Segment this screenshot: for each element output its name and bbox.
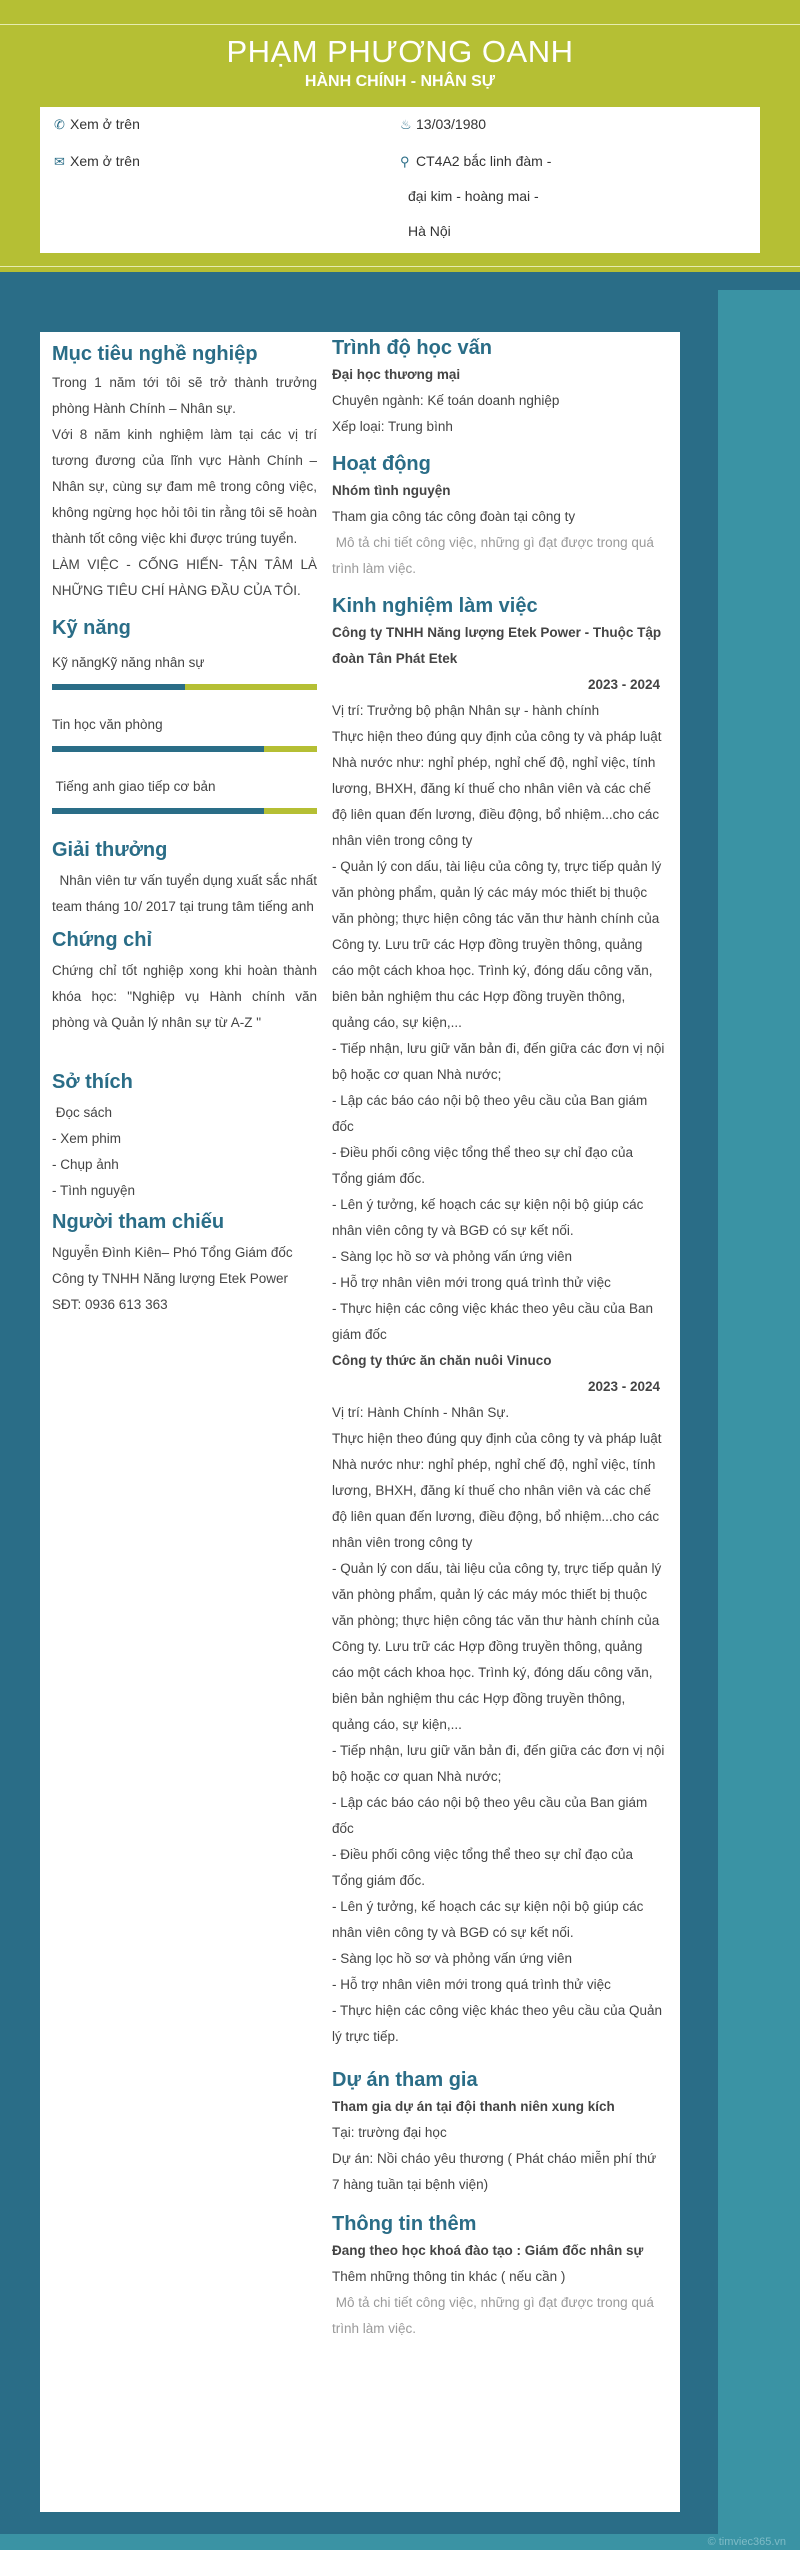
skill-bar bbox=[52, 746, 317, 752]
skill-item bbox=[52, 774, 317, 814]
activities-org: Nhóm tình nguyện bbox=[332, 483, 451, 498]
candidate-name: PHẠM PHƯƠNG OANH bbox=[226, 34, 574, 69]
skills-list bbox=[52, 650, 317, 814]
contact-address bbox=[400, 144, 551, 179]
hobbies-list bbox=[52, 1100, 317, 1204]
job-description: Vị trí: Hành Chính - Nhân Sự. Thực hiện theo đúng quy định của công ty và pháp luật Nhà nước như: nghỉ phép, nghỉ chế độ, nghỉ việc, tính lương, BHXH, đăng kí thuế cho nhân viên và các chế độ liên quan đến lương, điều động, bổ nhiệm...cho các nhân viên trong công ty - Quản lý con dấu, tài liệu của công ty, trực tiếp quản lý văn phòng phẩm, quản lý các máy móc thiết bị thuộc văn phòng; thực hiện công tác văn thư hành chính của Công ty. Lưu trữ các Hợp đồng truyền thông, quảng cáo một cách khoa học. Trình ký, đóng dấu công văn, biên bản nghiệm thu các Hợp đồng truyền thông, quảng cáo, sự kiện,... - Tiếp nhận, lưu giữ văn bản đi, đến giữa các đơn vị nội bộ hoặc cơ quan Nhà nước; - Lập các báo cáo nội bộ theo yêu cầu của Ban giám đốc - Điều phối công việc tổng thể theo sự chỉ đạo của Tổng giám đốc. - Lên ý tưởng, kế hoạch các sự kiện nội bộ giúp các nhân viên công ty và BGĐ có sự kết nối. - Sàng lọc hồ sơ và phỏng vấn ứng viên - Hỗ trợ nhân viên mới trong quá trình thử việc - Thực hiện các công việc khác theo yêu cầu của Quản lý trực tiếp. bbox=[332, 1405, 665, 2044]
job-period: 2023 - 2024 bbox=[587, 1379, 660, 1394]
contact-birthday-value: 13/03/1980 bbox=[416, 116, 487, 132]
birthday-cake-icon: ♨ bbox=[400, 117, 412, 132]
contact-address-line-3: Hà Nội bbox=[408, 223, 451, 239]
map-marker-icon: ⚲ bbox=[400, 154, 410, 169]
cv-header bbox=[0, 0, 800, 272]
left-column bbox=[52, 332, 321, 1318]
contact-phone bbox=[54, 107, 140, 142]
experience-title: Kinh nghiệm làm việc bbox=[332, 595, 538, 617]
skill-item bbox=[52, 712, 317, 752]
contact-phone-value: Xem ở trên bbox=[70, 116, 140, 132]
skill-label: Tiếng anh giao tiếp cơ bản bbox=[52, 779, 216, 794]
watermark: © timviec365.vn bbox=[707, 2536, 786, 2548]
extra-title: Thông tin thêm bbox=[332, 2213, 477, 2235]
contact-birthday bbox=[400, 107, 486, 142]
experience-job bbox=[332, 1348, 666, 2050]
experience-job bbox=[332, 620, 666, 1348]
skill-bar bbox=[52, 808, 317, 814]
activities-placeholder: Mô tả chi tiết công việc, những gì đạt được trong quá trình làm việc. bbox=[332, 535, 658, 576]
decor-stripe-right bbox=[718, 290, 800, 2550]
objective-title: Mục tiêu nghề nghiệp bbox=[52, 343, 258, 365]
education-title: Trình độ học vấn bbox=[332, 337, 493, 359]
skill-bar-fill bbox=[52, 746, 264, 752]
activities-title: Hoạt động bbox=[332, 453, 431, 475]
objective-text: Trong 1 năm tới tôi sẽ trở thành trưởng phòng Hành Chính – Nhân sự. Với 8 năm kinh nghiệm làm tại các vị trí tương đương của lĩnh vực Hành Chính – Nhân sự, cùng sự đam mê trong công việc, không ngừng học hỏi tôi tin rằng tôi sẽ hoàn thành tốt công việc khi được trúng tuyển. LÀM VIỆC - CỐNG HIẾN- TẬN TÂM LÀ NHỮNG TIÊU CHÍ HÀNG ĐẦU CỦA TÔI. bbox=[52, 375, 317, 598]
project-name: Tham gia dự án tại đội thanh niên xung kích bbox=[332, 2099, 615, 2114]
references-title: Người tham chiếu bbox=[52, 1211, 225, 1233]
reference-line: Công ty TNHH Năng lượng Etek Power bbox=[52, 1271, 288, 1286]
hobby-item: Đọc sách bbox=[52, 1105, 113, 1120]
certificates-text: Chứng chỉ tốt nghiệp xong khi hoàn thành khóa học: "Nghiệp vụ Hành chính văn phòng và Quản lý nhân sự từ A-Z " bbox=[52, 963, 317, 1030]
reference-line: Nguyễn Đình Kiên– Phó Tổng Giám đốc bbox=[52, 1245, 293, 1260]
extra-subtitle: Đang theo học khoá đào tạo : Giám đốc nhân sự bbox=[332, 2243, 644, 2258]
job-company: Công ty thức ăn chăn nuôi Vinuco bbox=[332, 1353, 552, 1368]
skill-item bbox=[52, 650, 317, 690]
skill-bar-fill bbox=[52, 808, 264, 814]
hobbies-title: Sở thích bbox=[52, 1071, 133, 1093]
reference-line: SĐT: 0936 613 363 bbox=[52, 1297, 168, 1312]
hobby-item: - Chụp ảnh bbox=[52, 1157, 119, 1172]
hobby-item: - Tình nguyện bbox=[52, 1183, 136, 1198]
envelope-icon: ✉ bbox=[54, 154, 65, 169]
education-school: Đại học thương mại bbox=[332, 367, 461, 382]
skill-bar bbox=[52, 684, 317, 690]
job-company: Công ty TNHH Năng lượng Etek Power - Thuộc Tập đoàn Tân Phát Etek bbox=[332, 625, 662, 666]
right-column bbox=[332, 332, 666, 2342]
skill-label: Kỹ năngKỹ năng nhân sự bbox=[52, 655, 205, 670]
education-major: Chuyên ngành: Kế toán doanh nghiệp bbox=[332, 393, 560, 408]
header-top-rule bbox=[0, 24, 800, 25]
activities-text: Tham gia công tác công đoàn tại công ty bbox=[332, 509, 576, 524]
job-description: Vị trí: Trưởng bộ phận Nhân sự - hành chính Thực hiện theo đúng quy định của công ty và pháp luật Nhà nước như: nghỉ phép, nghỉ chế độ, nghỉ việc, tính lương, BHXH, đăng kí thuế cho nhân viên và các chế độ liên quan đến lương, điều động, bổ nhiệm...cho các nhân viên trong công ty - Quản lý con dấu, tài liệu của công ty, trực tiếp quản lý văn phòng phẩm, quản lý các máy móc thiết bị thuộc văn phòng; thực hiện công tác văn thư hành chính của Công ty. Lưu trữ các Hợp đồng truyền thông, quảng cáo một cách khoa học. Trình ký, đóng dấu công văn, biên bản nghiệm thu các Hợp đồng truyền thông, quảng cáo, sự kiện,... - Tiếp nhận, lưu giữ văn bản đi, đến giữa các đơn vị nội bộ hoặc cơ quan Nhà nước; - Lập các báo cáo nội bộ theo yêu cầu của Ban giám đốc - Điều phối công việc tổng thể theo sự chỉ đạo của Tổng giám đốc. - Lên ý tưởng, kế hoạch các sự kiện nội bộ giúp các nhân viên công ty và BGĐ có sự kết nối. - Sàng lọc hồ sơ và phỏng vấn ứng viên - Hỗ trợ nhân viên mới trong quá trình thử việc - Thực hiện các công việc khác theo yêu cầu của Ban giám đốc bbox=[332, 703, 665, 1342]
project-text: Tại: trường đại học Dự án: Nồi cháo yêu thương ( Phát cháo miễn phí thứ 7 hàng tuần tại bệnh viện) bbox=[332, 2125, 657, 2192]
contact-card bbox=[40, 107, 760, 253]
candidate-role: HÀNH CHÍNH - NHÂN SỰ bbox=[304, 73, 496, 90]
skill-label: Tin học văn phòng bbox=[52, 717, 163, 732]
contact-email bbox=[54, 144, 140, 179]
cv-sheet bbox=[40, 332, 680, 2512]
skills-title: Kỹ năng bbox=[52, 617, 131, 639]
header-bottom-rule bbox=[0, 266, 800, 267]
projects-title: Dự án tham gia bbox=[332, 2069, 478, 2091]
references-list bbox=[52, 1240, 317, 1318]
education-rank: Xếp loại: Trung bình bbox=[332, 419, 453, 434]
extra-placeholder: Mô tả chi tiết công việc, những gì đạt được trong quá trình làm việc. bbox=[332, 2295, 658, 2336]
awards-text: Nhân viên tư vấn tuyển dụng xuất sắc nhất team tháng 10/ 2017 tại trung tâm tiếng anh bbox=[52, 873, 321, 914]
decor-stripe-bottom bbox=[0, 2534, 800, 2550]
extra-text: Thêm những thông tin khác ( nếu cần ) bbox=[332, 2269, 566, 2284]
skill-bar-fill bbox=[52, 684, 185, 690]
certificates-title: Chứng chỉ bbox=[52, 929, 153, 951]
contact-email-value: Xem ở trên bbox=[70, 153, 140, 169]
job-period: 2023 - 2024 bbox=[587, 677, 660, 692]
contact-address-line-1: CT4A2 bắc linh đàm - bbox=[416, 153, 552, 169]
hobby-item: - Xem phim bbox=[52, 1131, 122, 1146]
awards-title: Giải thưởng bbox=[52, 839, 168, 861]
contact-address-line-2: đại kim - hoàng mai - bbox=[408, 188, 539, 204]
phone-icon: ✆ bbox=[54, 117, 65, 132]
